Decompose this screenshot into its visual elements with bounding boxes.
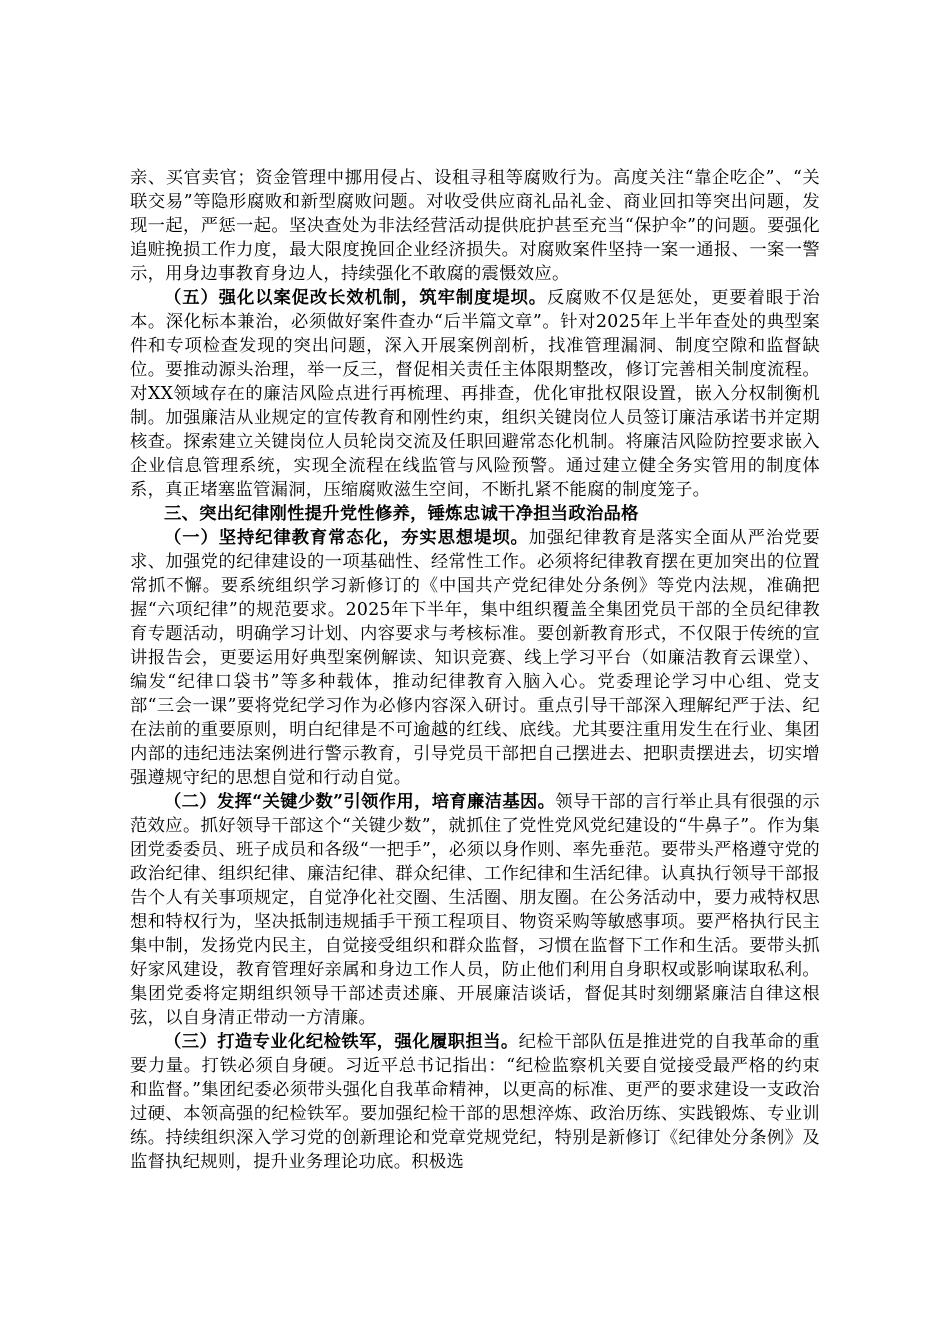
body-paragraph [130,526,820,790]
paragraph-text: 亲、买官卖官；资金管理中挪用侵占、设租寻租等腐败行为。高度关注“靠企吃企”、“关联交易”等隐形腐败和新型腐败问题。对收受供应商礼品礼金、商业回扣等突出问题，发现一起，严惩一起。坚决查处为非法经营活动提供庇护甚至充当“保护伞”的问题。要强化追赃挽损工作力度，最大限度挽回企业经济损失。对腐败案件坚持一案一通报、一案一警示，用身边事教育身边人，持续强化不敢腐的震慑效应。 [130,168,820,284]
section-heading: 三、突出纪律刚性提升党性修养，锤炼忠诚干净担当政治品格 [164,504,639,524]
paragraph-text: 领导干部的言行举止具有很强的示范效应。抓好领导干部这个“关键少数”，就抓住了党性党风党纪建设的“牛鼻子”。作为集团党委委员、班子成员和各级“一把手”，必须以身作则、率先垂范。要带头严格遵守党的政治纪律、组织纪律、廉洁纪律、群众纪律、工作纪律和生活纪律。认真执行领导干部报告个人有关事项规定，自觉净化社交圈、生活圈、朋友圈。在公务活动中，要力戒特权思想和特权行为，坚决抵制违规插手干预工程项目、物资采购等敏感事项。要严格执行民主集中制，发扬党内民主，自觉接受组织和群众监督，习惯在监督下工作和生活。要带头抓好家风建设，教育管理好亲属和身边工作人员，防止他们利用自身职权或影响谋取私利。集团党委将定期组织领导干部述责述廉、开展廉洁谈话，督促其时刻绷紧廉洁自律这根弦，以自身清正带动一方清廉。 [130,792,820,1028]
paragraph-lead: （二）发挥“关键少数”引领作用，培育廉洁基因。 [164,792,556,812]
paragraph-text: 加强纪律教育是落实全面从严治党要求、加强党的纪律建设的一项基础性、经常性工作。必须将纪律教育摆在更加突出的位置常抓不懈。要系统组织学习新修订的《中国共产党纪律处分条例》等党内法规，准确把握“六项纪律”的规范要求。2025年下半年，集中组织覆盖全集团党员干部的全员纪律教育专题活动，明确学习计划、内容要求与考核标准。要创新教育形式，不仅限于传统的宣讲报告会，更要运用好典型案例解读、知识竞赛、线上学习平台（如廉洁教育云课堂）、编发“纪律口袋书”等多种载体，推动纪律教育入脑入心。党委理论学习中心组、党支部“三会一课”要将党纪学习作为必修内容深入研讨。重点引导干部深入理解纪严于法、纪在法前的重要原则，明白纪律是不可逾越的红线、底线。尤其要注重用发生在行业、集团内部的违纪违法案例进行警示教育，引导党员干部把自己摆进去、把职责摆进去，切实增强遵规守纪的思想自觉和行动自觉。 [130,528,820,788]
body-paragraph [130,790,820,1030]
paragraph-lead: （三）打造专业化纪检铁军，强化履职担当。 [164,1032,519,1052]
body-paragraph [130,1030,820,1174]
paragraph-text: 纪检干部队伍是推进党的自我革命的重要力量。打铁必须自身硬。习近平总书记指出：“纪检监察机关要自觉接受最严格的约束和监督。”集团纪委必须带头强化自我革命精神，以更高的标准、更严的要求建设一支政治过硬、本领高强的纪检铁军。要加强纪检干部的思想淬炼、政治历练、实践锻炼、专业训练。持续组织深入学习党的创新理论和党章党规党纪，特别是新修订《纪律处分条例》及监督执纪规则，提升业务理论功底。积极选 [130,1032,820,1172]
paragraph-lead: （五）强化以案促改长效机制，筑牢制度堤坝。 [164,288,548,308]
body-paragraph [130,166,820,286]
paragraph-text: 反腐败不仅是惩处，更要着眼于治本。深化标本兼治，必须做好案件查办“后半篇文章”。针对2025年上半年查处的典型案件和专项检查发现的突出问题，深入开展案例剖析，找准管理漏洞、制度空隙和监督缺位。要推动源头治理，举一反三，督促相关责任主体限期整改，修订完善相关制度流程。对XX领域存在的廉洁风险点进行再梳理、再排查，优化审批权限设置，嵌入分权制衡机制。加强廉洁从业规定的宣传教育和刚性约束，组织关键岗位人员签订廉洁承诺书并定期核查。探索建立关键岗位人员轮岗交流及任职回避常态化机制。将廉洁风险防控要求嵌入企业信息管理系统，实现全流程在线监管与风险预警。通过建立健全务实管用的制度体系，真正堵塞监管漏洞，压缩腐败滋生空间，不断扎紧不能腐的制度笼子。 [130,288,820,500]
body-paragraph [130,286,820,502]
paragraph-lead: （一）坚持纪律教育常态化，夯实思想堤坝。 [164,528,529,548]
document-body [130,166,820,1174]
